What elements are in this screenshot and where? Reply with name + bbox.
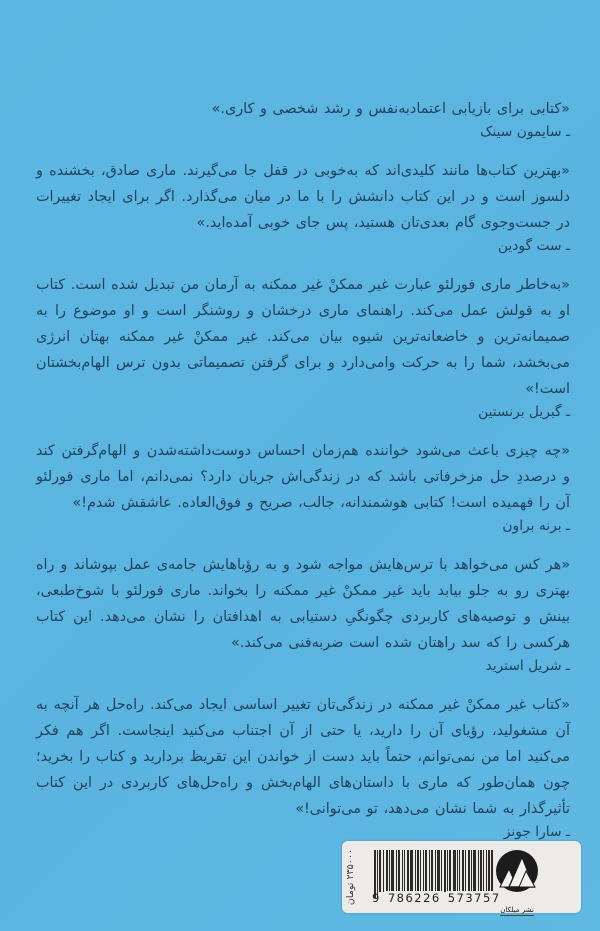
- price-text: ۲۳۵۰۰۰ تومان: [345, 848, 356, 906]
- quote-attribution: ـ سارا جونز: [503, 824, 570, 840]
- quote-block: [36, 438, 570, 539]
- quote-block: [36, 272, 570, 425]
- quote-attribution: ـ شریل استرید: [485, 658, 570, 674]
- quote-text: «بهترین کتاب‌ها مانند کلیدی‌اند که به‌خوبی در قفل جا می‌گیرند. ماری صادق، بخشنده و دلسوز است و در این کتاب دانشش را با ما در میان می‌گذارد. اگر برای ایجاد تغییرات در جست‌وجوی گام بعدی‌تان هستید، پس جای خوبی آمده‌اید.»: [36, 163, 570, 231]
- publisher-logo-block: [493, 849, 541, 916]
- quote-text: «کتاب غیر ممکنْ غیر ممکنه در زندگی‌تان تغییر اساسی ایجاد می‌کند. راه‌حل هر آنچه به آن مشغولید، رؤیای آن را دارید، یا حتی از آن اجتناب می‌کنید اینجاست. اگر هم فکر می‌کنید اما من نمی‌توانم، حتماً باید دست از خواندن این تقریظ بردارید و کتاب را بخرید؛ چون همان‌طور که ماری با داستان‌های الهام‌بخش و راه‌حل‌های کاربردی در این کتاب تأثیرگذار به شما نشان می‌دهد، تو می‌توانی!»: [36, 697, 570, 817]
- endorsement-quotes: [36, 96, 570, 858]
- isbn-barcode: [372, 848, 500, 905]
- quote-attribution: ـ برنه براون: [502, 518, 570, 534]
- quote-text: «کتابی برای بازیابی اعتمادبه‌نفس و رشد شخصی و کاری.»: [211, 101, 570, 117]
- barcode-group1: 786226: [387, 891, 441, 905]
- quote-attribution: ـ ست گودین: [497, 238, 570, 254]
- quote-block: [36, 692, 570, 845]
- barcode-lead-digit: 9: [372, 891, 381, 905]
- quote-text: «چه چیزی باعث می‌شود خواننده هم‌زمان احساس دوست‌داشته‌شدن و الهام‌گرفتن کند و درصددِ حل مزخرفاتی باشد که در زندگی‌اش جریان دارد؟ نمی‌دانم، اما ماری فورلئو آن را فهمیده است! کتابی هوشمندانه، جالب، صریح و فوق‌العاده. عاشقش شدم!»: [36, 443, 570, 511]
- quote-text: «به‌خاطر ماری فورلئو عبارت غیر ممکنْ غیر ممکنه به آرمان من تبدیل شده است. کتاب او به قولش عمل می‌کند. راهنمای ماری درخشان و روشنگر است و او موضوع را به صمیمانه‌ترین و خاضعانه‌ترین شیوه بیان می‌کند. غیر ممکنْ غیر ممکنه بهتان انرژی می‌بخشد، شما را به حرکت وامی‌دارد و برای گرفتن تصمیماتی بدون ترس الهام‌بخشتان است!»: [36, 277, 570, 397]
- quote-block: [36, 96, 570, 145]
- barcode-price-label: [342, 841, 581, 913]
- barcode-number: [372, 891, 500, 905]
- quote-attribution: ـ سایمون سینک: [480, 124, 570, 140]
- quote-attribution: ـ گبریل برنستین: [478, 404, 570, 420]
- quote-block: [36, 552, 570, 679]
- barcode-group2: 573757: [447, 891, 501, 905]
- quote-block: [36, 158, 570, 259]
- mountains-icon: [495, 849, 539, 893]
- quote-text: «هر کس می‌خواهد با ترس‌هایش مواجه شود و به رؤیاهایش جامه‌ی عمل بپوشاند و راه بهتری رو به جلو بیابد باید غیر ممکنْ غیر ممکنه را بخواند. ماری فورلئو با شوخ‌طبعی، بینش و توصیه‌های کاربردی چگونگیِ دستیابی به اهدافتان را نشان می‌دهد. این کتاب هرکسی را که سد راهتان شده است ضربه‌فنی می‌کند.»: [36, 557, 570, 651]
- publisher-name: نشر میلکان: [500, 906, 534, 914]
